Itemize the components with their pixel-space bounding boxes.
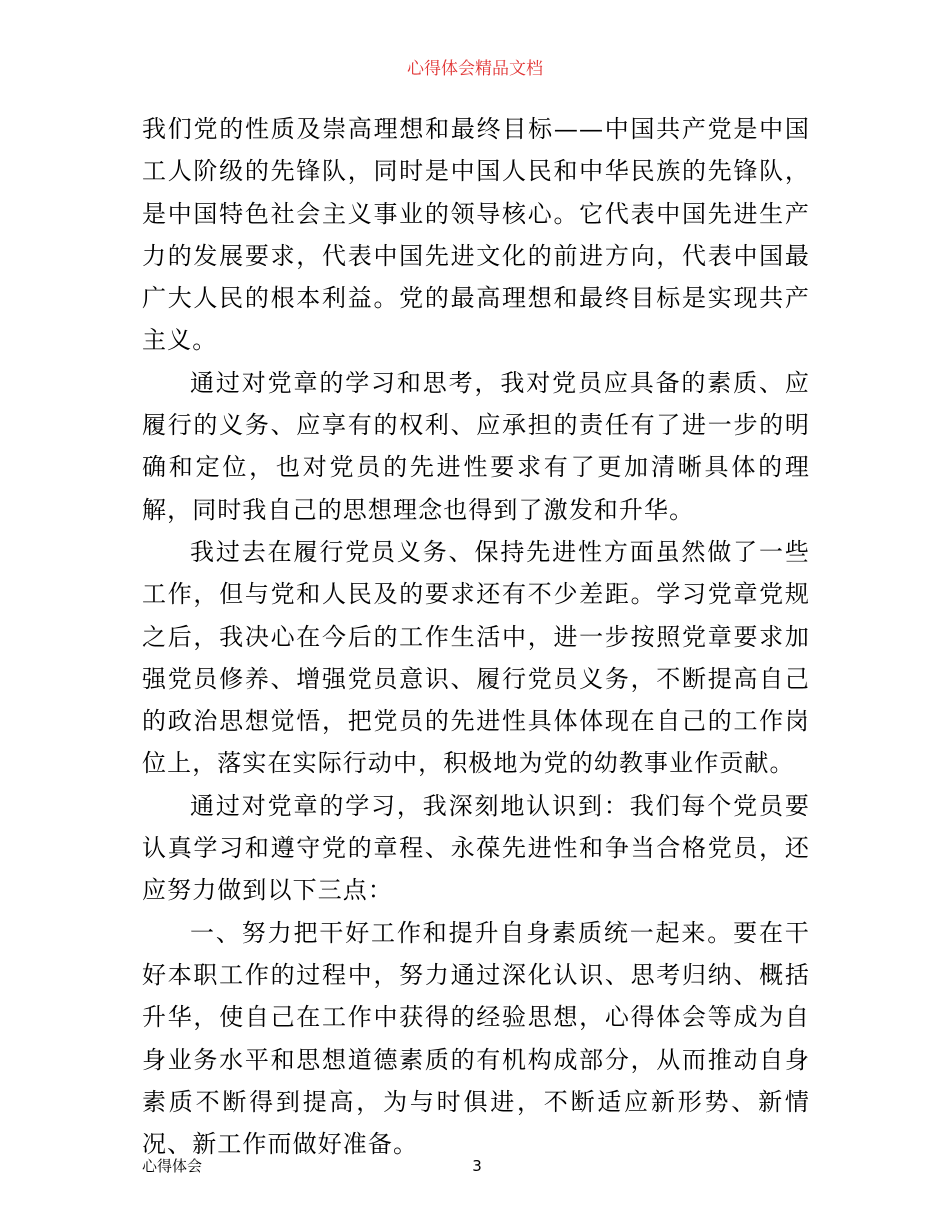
document-body [142, 108, 810, 1165]
body-paragraph-2: 通过对党章的学习和思考，我对党员应具备的素质、应履行的义务、应享有的权利、应承担的责任有了进一步的明确和定位，也对党员的先进性要求有了更加清晰具体的理解，同时我自己的思想理念也得到了激发和升华。 [142, 368, 810, 524]
document-header-title: 心得体会精品文档 [407, 59, 543, 79]
body-paragraph-1: 我们党的性质及崇高理想和最终目标——中国共产党是中国工人阶级的先锋队，同时是中国人民和中华民族的先锋队，是中国特色社会主义事业的领导核心。它代表中国先进生产力的发展要求，代表中国先进文化的前进方向，代表中国最广大人民的根本利益。党的最高理想和最终目标是实现共产主义。 [142, 115, 810, 355]
page-number: 3 [472, 1157, 482, 1175]
body-paragraph-3: 我过去在履行党员义务、保持先进性方面虽然做了一些工作，但与党和人民及的要求还有不少差距。学习党章党规之后，我决心在今后的工作生活中，进一步按照党章要求加强党员修养、增强党员意识、履行党员义务，不断提高自己的政治思想觉悟，把党员的先进性具体体现在自己的工作岗位上，落实在实际行动中，积极地为党的幼教事业作贡献。 [142, 537, 810, 778]
body-paragraph-5: 一、努力把干好工作和提升自身素质统一起来。要在干好本职工作的过程中，努力通过深化认识、思考归纳、概括升华，使自己在工作中获得的经验思想，心得体会等成为自身业务水平和思想道德素质的有机构成部分，从而推动自身素质不断得到提高，为与时俱进，不断适应新形势、新情况、新工作而做好准备。 [142, 918, 810, 1159]
body-paragraph-4: 通过对党章的学习，我深刻地认识到：我们每个党员要认真学习和遵守党的章程、永葆先进性和争当合格党员，还应努力做到以下三点： [142, 791, 810, 905]
footer-label: 心得体会 [142, 1157, 203, 1175]
